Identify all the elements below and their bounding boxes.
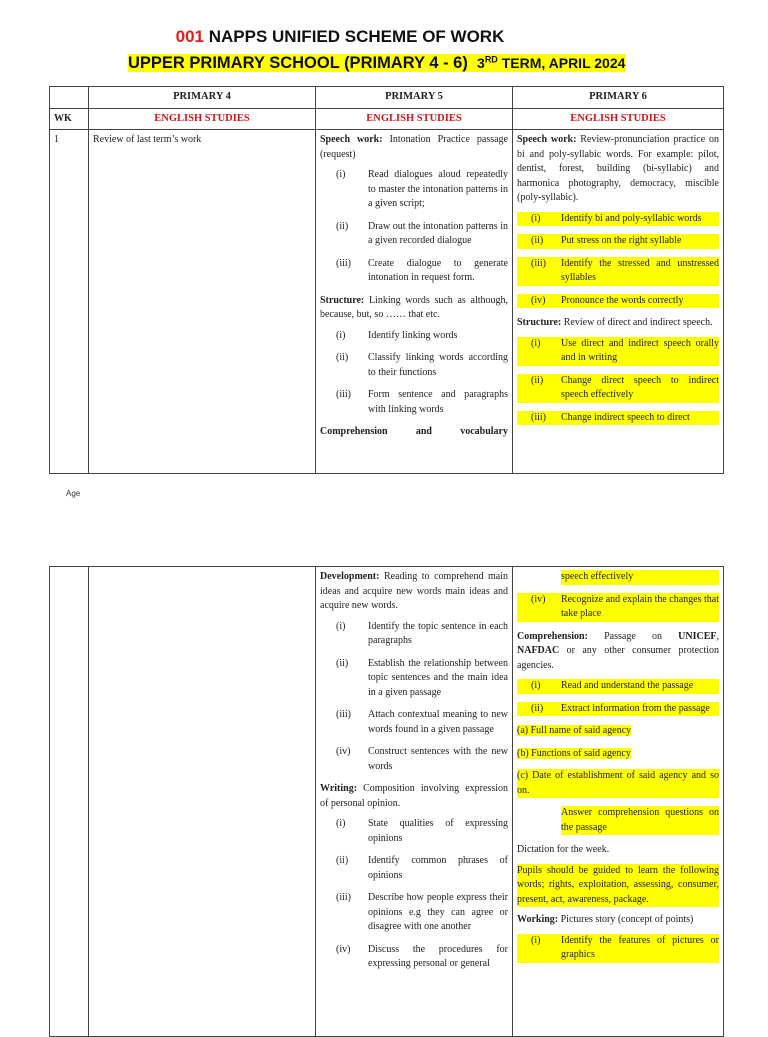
list-item: (i) Use direct and indirect speech orally and in writing <box>517 337 719 366</box>
list-item: (ii) Change direct speech to indirect speech effectively <box>517 374 719 403</box>
class-header-row <box>50 87 724 109</box>
list-item: (i) Identify the features of pictures or graphics <box>517 934 719 963</box>
doc-number: 001 <box>175 27 204 46</box>
week-number: 1 <box>50 130 89 474</box>
list-item: (ii) Put stress on the right syllable <box>517 234 719 249</box>
empty-week-cell <box>50 567 89 1037</box>
working-para: Working: Pictures story (concept of points) <box>517 914 694 925</box>
document-title <box>0 27 680 47</box>
scheme-table-page1 <box>49 86 724 474</box>
term-text: TERM, APRIL 2024 <box>497 55 626 71</box>
list-item: (ii) Establish the relationship between topic sentences and the main idea in a given passage <box>336 657 508 698</box>
list-item: (b) Functions of said agency <box>517 747 631 759</box>
list-item: (iii) Change indirect speech to direct <box>517 411 719 426</box>
scheme-table-page2 <box>49 566 724 1037</box>
primary6-header: PRIMARY 6 <box>513 87 724 109</box>
term-number: 3 <box>477 55 485 71</box>
list-item: (ii) Classify linking words according to their functions <box>336 352 508 378</box>
p5-content-continued <box>316 567 513 1037</box>
age-note: Age <box>66 489 81 498</box>
speech-work-para: Speech work: Review-pronunciation practice on bi and poly-syllabic words. For example: pilot, dentist, forest, building (bi-syllabic) and harmonica photography, democracy, miscible (poly-syllabic). <box>517 134 719 203</box>
list-item: (ii) Extract information from the passage <box>517 702 719 717</box>
term-superscript: RD <box>484 54 498 65</box>
week1-row <box>50 130 724 474</box>
comprehension-heading: Comprehension and vocabulary <box>320 426 508 437</box>
document-subtitle <box>128 54 625 73</box>
primary4-header: PRIMARY 4 <box>89 87 316 109</box>
primary5-header: PRIMARY 5 <box>316 87 513 109</box>
writing-para: Writing: Composition involving expression of personal opinion. <box>320 783 508 809</box>
week1-continued-row <box>50 567 724 1037</box>
empty-cell <box>50 87 89 109</box>
pupils-para: Pupils should be guided to learn the following words; rights, exploitation, assessing, consumer, present, act, awareness, package. <box>517 864 719 908</box>
list-item: (iv) Recognize and explain the changes that take place <box>517 593 719 622</box>
list-item: (i) Read and understand the passage <box>517 679 719 694</box>
list-item: (iii) Create dialogue to generate intonation in request form. <box>336 257 508 283</box>
list-item: (i) State qualities of expressing opinions <box>336 818 508 844</box>
list-item: speech effectively <box>517 570 719 585</box>
subject-p5: ENGLISH STUDIES <box>316 108 513 130</box>
list-item: (iii) Attach contextual meaning to new words found in a given passage <box>336 709 508 735</box>
list-item: (i) Identify the topic sentence in each paragraphs <box>336 620 508 646</box>
p5-content <box>316 130 513 474</box>
list-item: (iv) Pronounce the words correctly <box>517 294 719 309</box>
list-item: (iv) Discuss the procedures for expressing personal or general <box>336 943 508 969</box>
list-item: (i) Identify linking words <box>336 329 458 341</box>
empty-p4-cell <box>89 567 316 1037</box>
week-header: WK <box>50 108 89 130</box>
subject-header-row <box>50 108 724 130</box>
comprehension-para: Comprehension: Passage on UNICEF, NAFDAC or any other consumer protection agencies. <box>517 630 719 671</box>
list-item: (i) Identify bi and poly-syllabic words <box>517 212 719 227</box>
dictation-para: Dictation for the week. <box>517 844 610 855</box>
list-item: (ii) Identify common phrases of opinions <box>336 855 508 881</box>
list-item: (iii) Form sentence and paragraphs with linking words <box>336 389 508 415</box>
list-item: (iii) Describe how people express their opinions e.g they can agree or disagree with one another <box>336 892 508 932</box>
list-item: (c) Date of establishment of said agency and so on. <box>517 769 719 798</box>
list-item: (iii) Identify the stressed and unstressed syllables <box>517 257 719 286</box>
p4-content: Review of last term’s work <box>89 130 316 474</box>
subject-p4: ENGLISH STUDIES <box>89 108 316 130</box>
structure-para: Structure: Linking words such as although, because, but, so …… that etc. <box>320 294 508 320</box>
development-para: Development: Reading to comprehend main ideas and acquire new words main ideas and acquire new words. <box>320 571 508 611</box>
list-item: (ii) Draw out the intonation patterns in a given recorded dialogue <box>336 220 508 246</box>
list-item: (iv) Construct sentences with the new words <box>336 746 508 772</box>
speech-work-para: Speech work: Intonation Practice passage (request) <box>320 134 508 160</box>
list-item: (a) Full name of said agency <box>517 725 632 736</box>
list-item: Answer comprehension questions on the passage <box>517 806 719 835</box>
p6-content-continued <box>513 567 724 1037</box>
subject-p6: ENGLISH STUDIES <box>513 108 724 130</box>
structure-para: Structure: Review of direct and indirect speech. <box>517 317 713 328</box>
p6-content <box>513 130 724 474</box>
subtitle-text: UPPER PRIMARY SCHOOL (PRIMARY 4 - 6) <box>128 54 468 72</box>
doc-title-text: NAPPS UNIFIED SCHEME OF WORK <box>208 27 505 46</box>
list-item: (i) Read dialogues aloud repeatedly to master the intonation patterns in a given script; <box>336 169 508 209</box>
